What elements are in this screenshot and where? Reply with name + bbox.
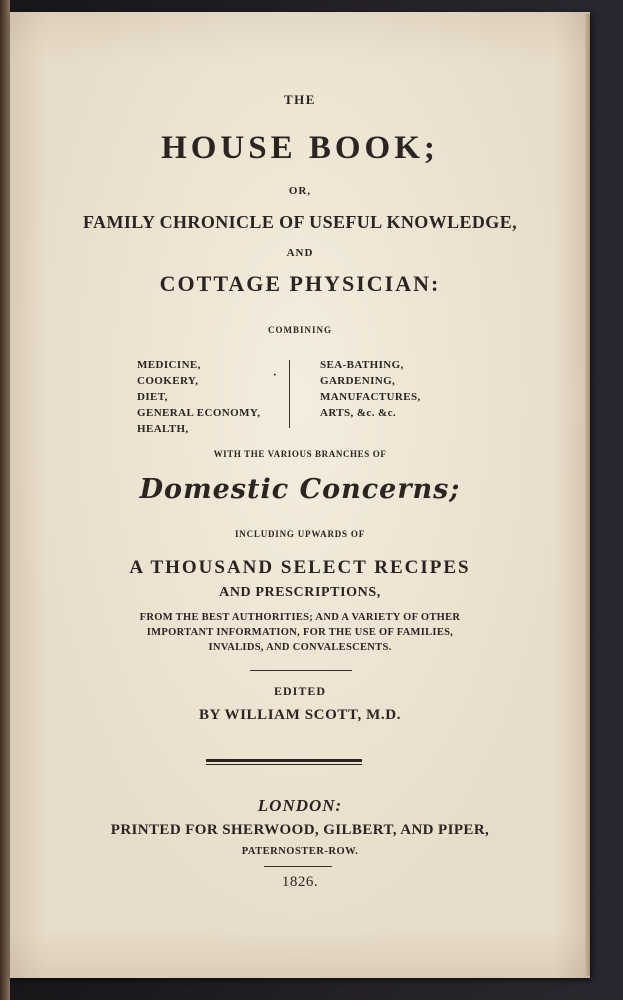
subtitle-cottage-physician: COTTAGE PHYSICIAN: bbox=[159, 271, 441, 296]
topic-item: SEA-BATHING, bbox=[320, 359, 404, 371]
edited-label: EDITED bbox=[273, 684, 326, 698]
imprint-city: LONDON: bbox=[257, 796, 343, 815]
year-rule bbox=[264, 866, 332, 867]
topic-item: COOKERY, bbox=[137, 375, 199, 387]
page-fore-edge bbox=[585, 14, 590, 976]
title-and: AND bbox=[286, 247, 314, 259]
topic-item: GENERAL ECONOMY, bbox=[137, 407, 261, 419]
title-or: OR, bbox=[288, 185, 312, 197]
title-page bbox=[10, 12, 590, 978]
including-line: INCLUDING UPWARDS OF bbox=[234, 529, 365, 539]
imprint-year: 1826. bbox=[281, 874, 319, 890]
double-rule bbox=[206, 759, 362, 765]
imprint-address: PATERNOSTER-ROW. bbox=[241, 846, 359, 857]
topic-item: GARDENING, bbox=[320, 375, 396, 387]
subtitle-family-chronicle: FAMILY CHRONICLE OF USEFUL KNOWLEDGE, bbox=[82, 212, 518, 232]
column-dot-ornament: · bbox=[273, 370, 277, 381]
book-spine-edge bbox=[0, 0, 10, 1000]
various-branches-line: WITH THE VARIOUS BRANCHES OF bbox=[213, 449, 387, 459]
column-divider bbox=[289, 360, 290, 428]
topics-right-column bbox=[320, 357, 421, 421]
title-article: THE bbox=[284, 92, 316, 107]
topic-item: ARTS, &c. &c. bbox=[320, 407, 396, 419]
topic-item: DIET, bbox=[137, 391, 168, 403]
description-line: IMPORTANT INFORMATION, FOR THE USE OF FAMILIES, bbox=[146, 627, 454, 638]
imprint-printer: PRINTED FOR SHERWOOD, GILBERT, AND PIPER, bbox=[110, 822, 490, 838]
author-line: BY WILLIAM SCOTT, M.D. bbox=[198, 707, 402, 723]
topic-item: MANUFACTURES, bbox=[320, 391, 421, 403]
description-line: INVALIDS, AND CONVALESCENTS. bbox=[208, 642, 392, 653]
prescriptions-line: AND PRESCRIPTIONS, bbox=[219, 585, 381, 600]
short-rule bbox=[250, 670, 352, 671]
main-title: HOUSE BOOK; bbox=[161, 130, 439, 166]
thousand-recipes-line: A THOUSAND SELECT RECIPES bbox=[129, 557, 471, 578]
topics-left-column bbox=[137, 357, 260, 437]
topic-item: HEALTH, bbox=[137, 423, 189, 435]
description-line: FROM THE BEST AUTHORITIES; AND A VARIETY OF OTHER bbox=[139, 612, 461, 623]
topic-item: MEDICINE, bbox=[137, 359, 201, 371]
combining-label: COMBINING bbox=[267, 325, 332, 335]
domestic-concerns-heading: Domestic Concerns; bbox=[139, 474, 461, 505]
